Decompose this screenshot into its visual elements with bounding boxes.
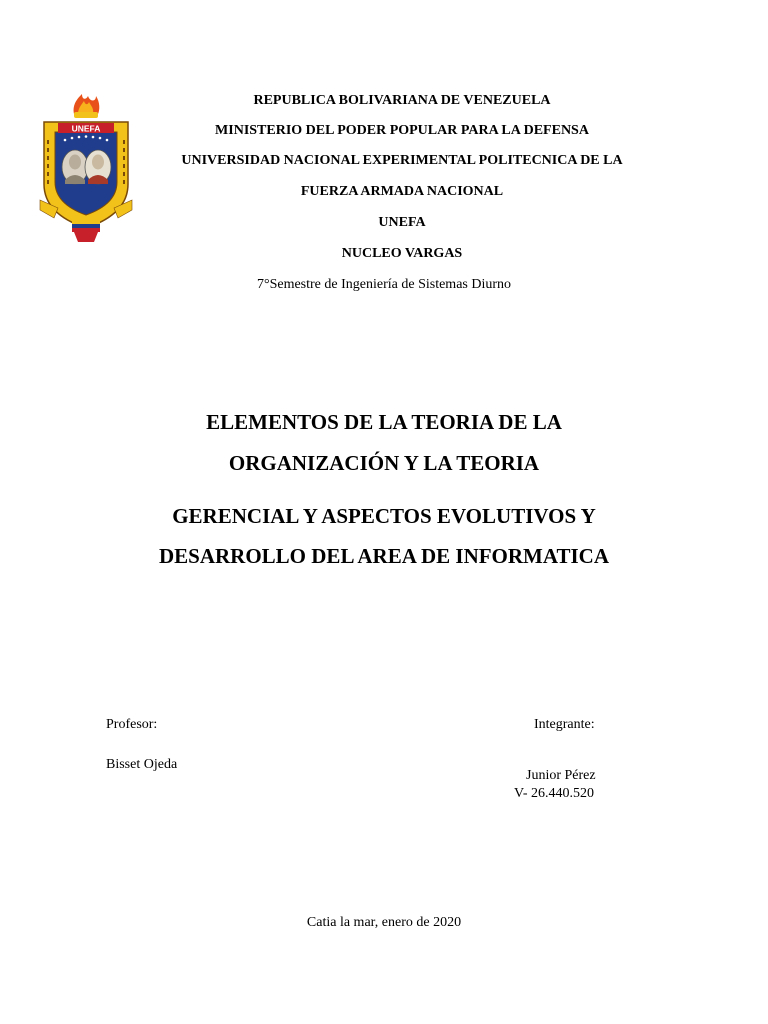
header-university: UNIVERSIDAD NACIONAL EXPERIMENTAL POLITECNICA DE LA xyxy=(181,153,623,168)
header-republic: REPUBLICA BOLIVARIANA DE VENEZUELA xyxy=(253,93,551,108)
member-id: V- 26.440.520 xyxy=(514,786,594,801)
logo-banner-text: UNEFA xyxy=(71,123,101,134)
professor-label: Profesor: xyxy=(106,717,158,732)
place-and-date: Catia la mar, enero de 2020 xyxy=(306,915,462,930)
member-label: Integrante: xyxy=(534,717,595,732)
header-semester: 7°Semestre de Ingeniería de Sistemas Diurno xyxy=(256,277,512,292)
header-unefa: UNEFA xyxy=(378,215,426,230)
header-armed-forces: FUERZA ARMADA NACIONAL xyxy=(300,184,504,199)
professor-name: Bisset Ojeda xyxy=(106,757,178,772)
header-nucleus: NUCLEO VARGAS xyxy=(341,246,463,261)
document-title-line-2: ORGANIZACIÓN Y LA TEORIA xyxy=(228,451,540,475)
member-name: Junior Pérez xyxy=(526,768,596,783)
document-title-line-1: ELEMENTOS DE LA TEORIA DE LA xyxy=(206,410,562,434)
document-title-line-4: DESARROLLO DEL AREA DE INFORMATICA xyxy=(158,544,609,568)
header-ministry: MINISTERIO DEL PODER POPULAR PARA LA DEFENSA xyxy=(215,123,589,138)
document-title-line-3: GERENCIAL Y ASPECTOS EVOLUTIVOS Y xyxy=(172,504,596,528)
